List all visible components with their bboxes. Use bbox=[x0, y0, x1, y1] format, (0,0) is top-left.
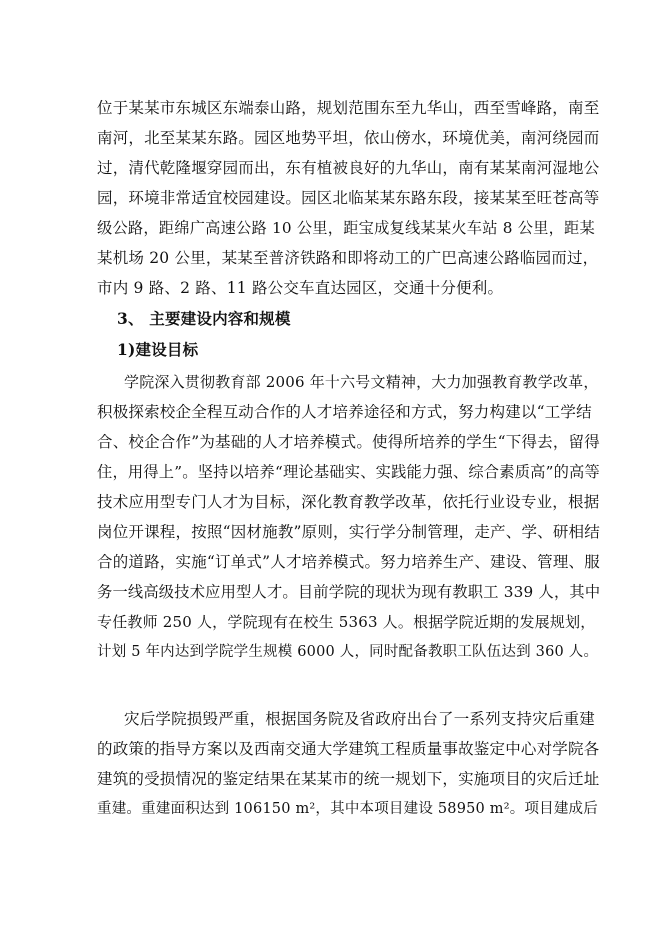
text-line: 合的道路，实施“订单式”人才培养模式。努力培养生产、建设、管理、服 bbox=[97, 553, 600, 571]
text-line: 园，环境非常适宜校园建设。园区北临某某东路东段，接某某至旺苍高等 bbox=[97, 189, 600, 207]
text-line: 岗位开课程，按照“因材施教”原则，实行学分制管理，走产、学、研相结 bbox=[97, 523, 600, 541]
section-heading: 3、 主要建设内容和规模 bbox=[117, 309, 291, 328]
text-line: 计划 5 年内达到学院学生规模 6000 人，同时配备教职工队伍达到 360 人。 bbox=[97, 644, 599, 660]
text-line: 位于某某市东城区东端泰山路，规划范围东至九华山，西至雪峰路，南至 bbox=[97, 99, 600, 117]
text-line: 某机场 20 公里，某某至普济铁路和即将动工的广巴高速公路临园而过， bbox=[97, 249, 599, 267]
text-line: 级公路，距绵广高速公路 10 公里，距宝成复线某某火车站 8 公里，距某 bbox=[97, 219, 595, 237]
text-line: 市内 9 路、2 路、11 路公交车直达园区，交通十分便利。 bbox=[97, 279, 504, 297]
subsection-heading: 1)建设目标 bbox=[117, 340, 199, 359]
text-line: 务一线高级技术应用型人才。目前学院的现状为现有教职工 339 人，其中 bbox=[97, 583, 601, 601]
text-line: 学院深入贯彻教育部 2006 年十六号文精神，大力加强教育教学改革， bbox=[124, 373, 599, 391]
text-line: 住，用得上”。坚持以培养“理论基础实、实践能力强、综合素质高”的高等 bbox=[97, 463, 600, 481]
text-line: 重建。重建面积达到 106150 m²，其中本项目建设 58950 m²。项目建成后 bbox=[97, 801, 598, 817]
text-line: 专任教师 250 人，学院现有在校生 5363 人。根据学院近期的发展规划， bbox=[97, 613, 596, 631]
text-line: 南河，北至某某东路。园区地势平坦，依山傍水，环境优美，南河绕园而 bbox=[97, 129, 600, 147]
text-line: 建筑的受损情况的鉴定结果在某某市的统一规划下，实施项目的灾后迁址 bbox=[97, 770, 600, 788]
text-line: 过，清代乾隆堰穿园而出，东有植被良好的九华山，南有某某南河湿地公 bbox=[97, 159, 600, 177]
text-line: 积极探索校企全程互动合作的人才培养途径和方式，努力构建以“工学结 bbox=[97, 403, 592, 421]
text-line: 的政策的指导方案以及西南交通大学建筑工程质量事故鉴定中心对学院各 bbox=[97, 740, 600, 758]
text-line: 灾后学院损毁严重，根据国务院及省政府出台了一系列支持灾后重建 bbox=[124, 710, 596, 728]
text-line: 合、校企合作”为基础的人才培养模式。使得所培养的学生“下得去，留得 bbox=[97, 433, 600, 451]
text-line: 技术应用型专门人才为目标，深化教育教学改革，依托行业设专业，根据 bbox=[97, 493, 600, 511]
